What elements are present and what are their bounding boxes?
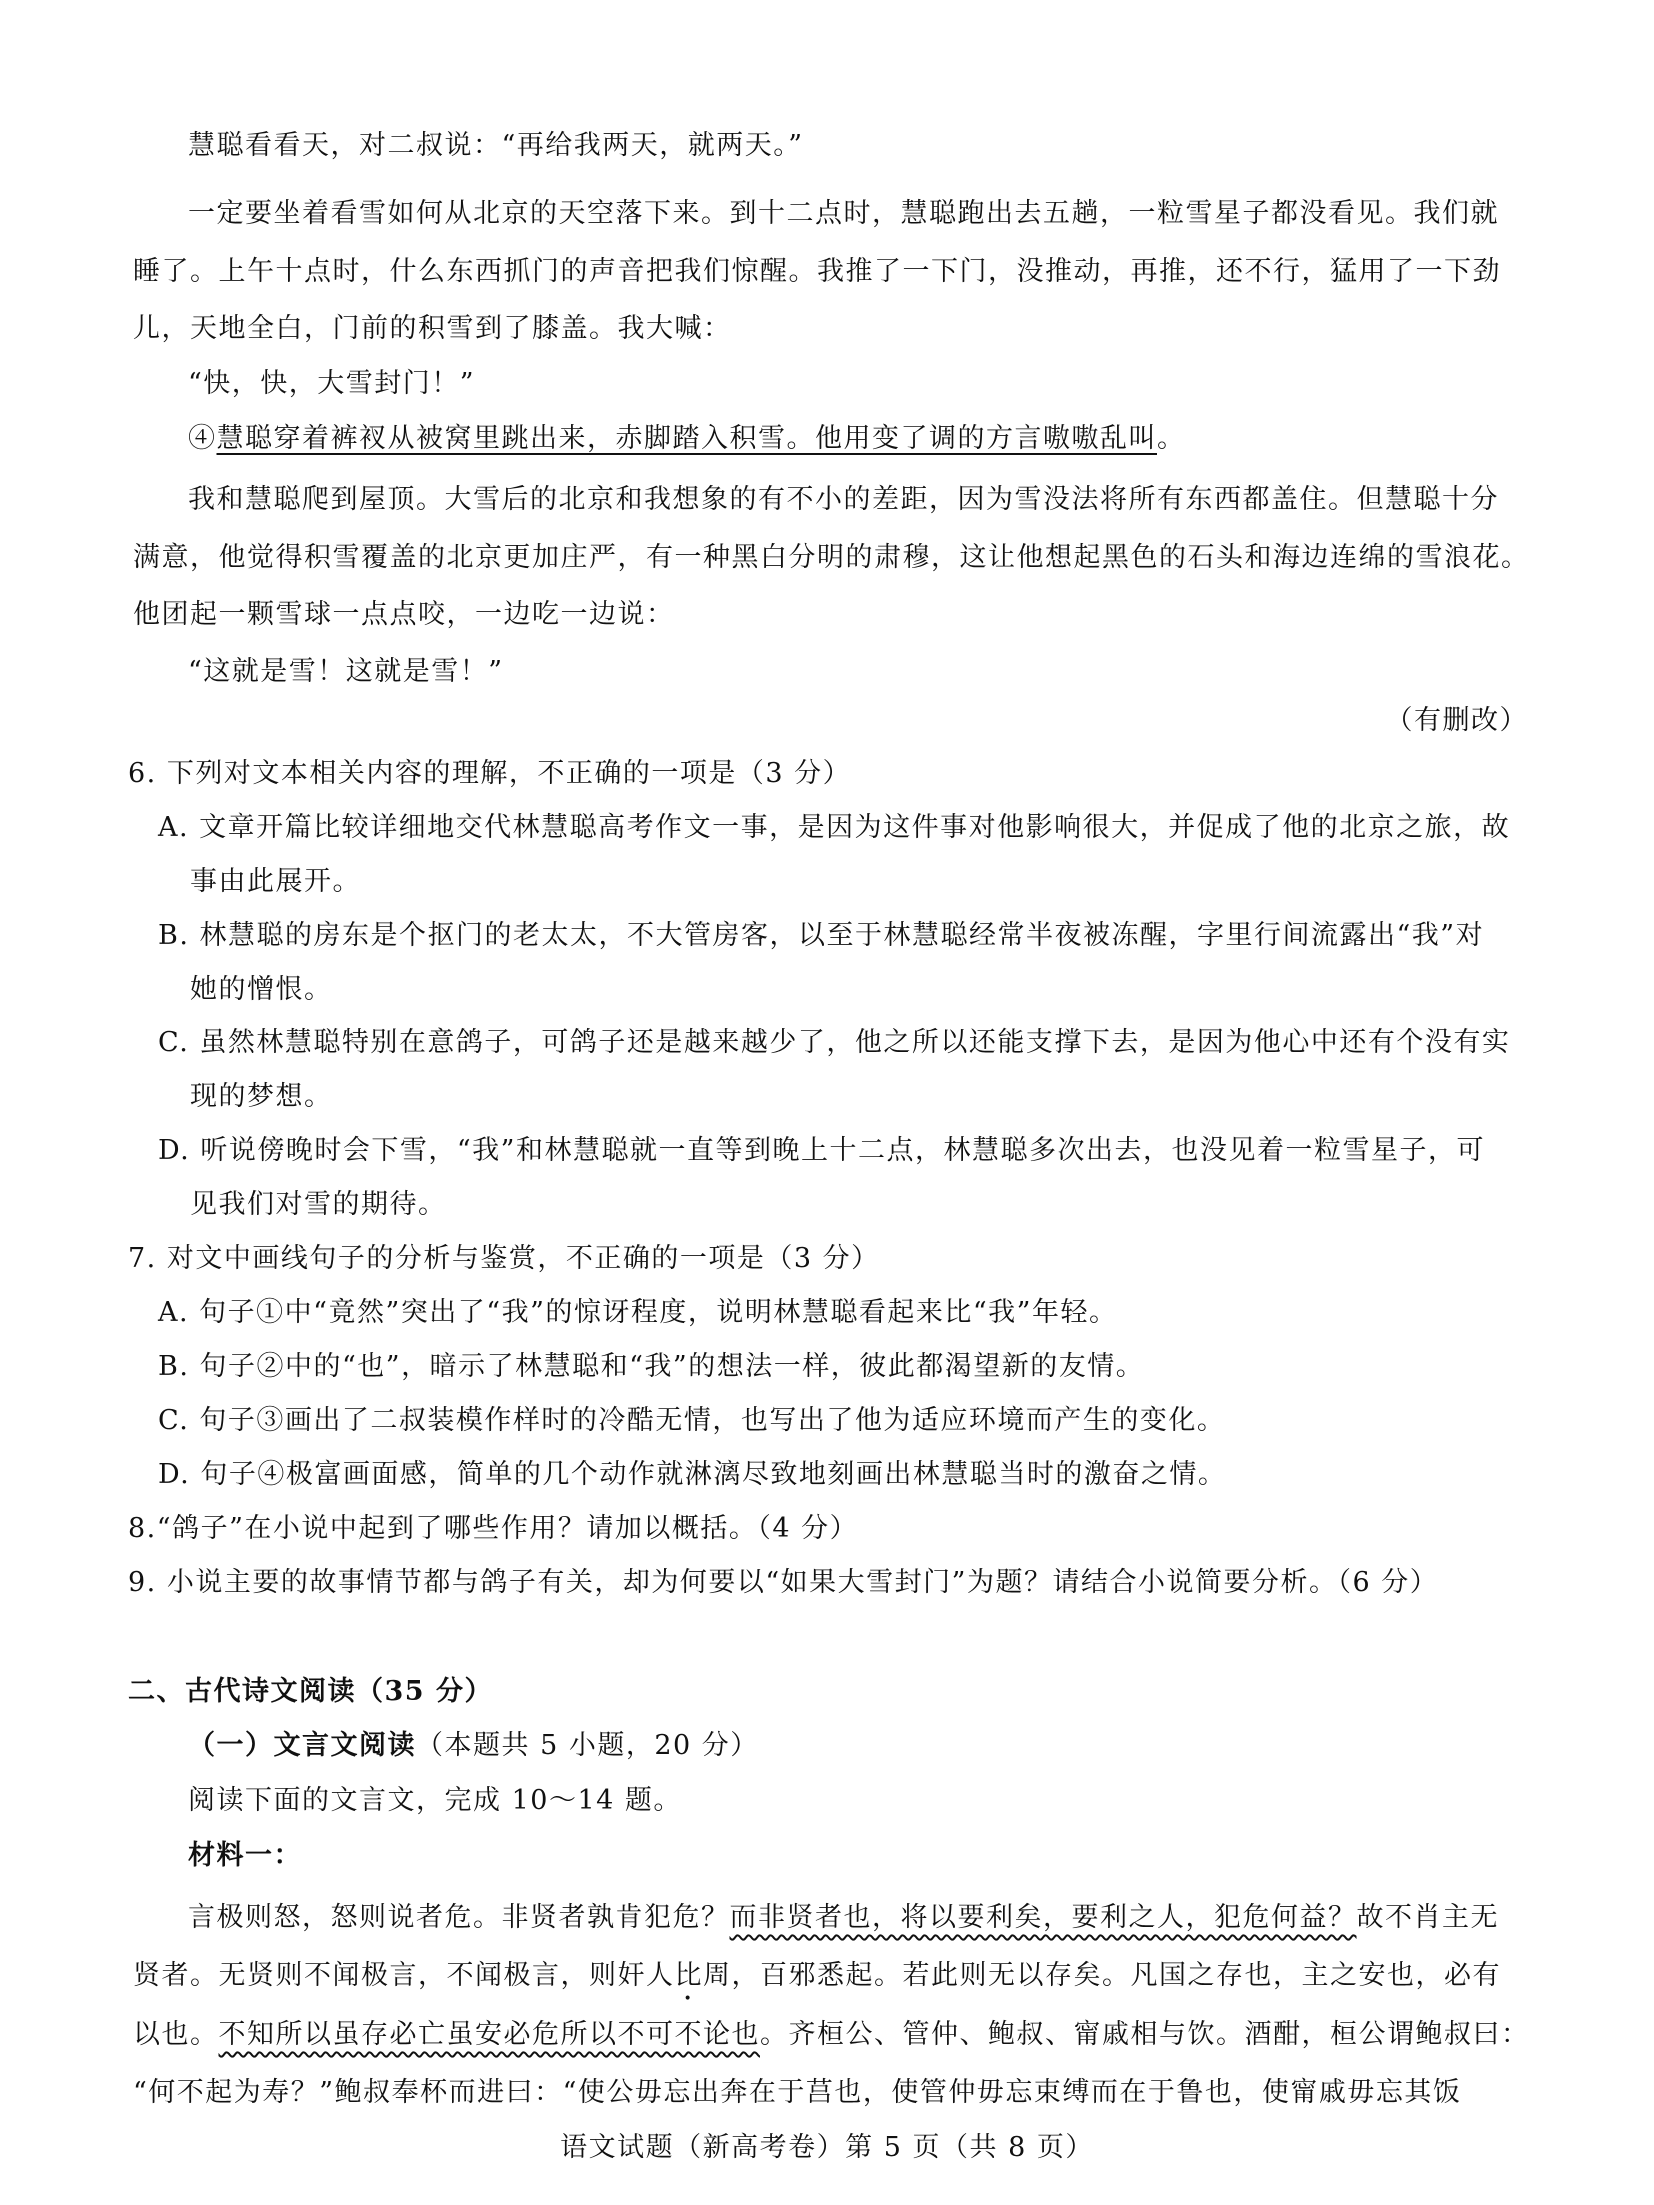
section-heading: 二、古代诗文阅读（35 分） <box>128 1676 493 1707</box>
reading-instruction: 阅读下面的文言文，完成 10～14 题。 <box>188 1785 682 1816</box>
punctuation: 。 <box>1157 423 1186 454</box>
material-label: 材料一： <box>188 1840 302 1871</box>
classical-text-line <box>133 1958 1501 2007</box>
classical-text: 以也。 <box>133 2019 219 2050</box>
story-paragraph: 我和慧聪爬到屋顶。大雪后的北京和我想象的有不小的差距，因为雪没法将所有东西都盖住。但慧聪十分 <box>188 484 1499 515</box>
story-paragraph: 满意，他觉得积雪覆盖的北京更加庄严，有一种黑白分明的肃穆，这让他想起黑色的石头和海边连绵的雪浪花。 <box>133 542 1530 573</box>
option-6c-cont: 现的梦想。 <box>190 1081 333 1112</box>
dotted-character: 比 <box>674 1960 703 1991</box>
option-6a-cont: 事由此展开。 <box>190 866 361 897</box>
story-paragraph: “这就是雪！这就是雪！” <box>188 656 504 687</box>
classical-text: 。齐桓公、管仲、鲍叔、甯戚相与饮。酒酣，桓公谓鲍叔曰： <box>760 2019 1530 2050</box>
option-7b: B. 句子②中的“也”，暗示了林慧聪和“我”的想法一样，彼此都渴望新的友情。 <box>158 1351 1145 1382</box>
question-7: 7. 对文中画线句子的分析与鉴赏，不正确的一项是（3 分） <box>128 1243 880 1274</box>
sentence-number: ④ <box>188 423 217 454</box>
classical-text: 言极则怒，怒则说者危。非贤者孰肯犯危？ <box>188 1902 730 1933</box>
abridged-note: （有删改） <box>1385 705 1528 736</box>
classical-text-line <box>188 1900 1499 1936</box>
classical-text: 周，百邪悉起。若此则无以存矣。凡国之存也，主之安也，必有 <box>703 1960 1501 1991</box>
question-6: 6. 下列对文本相关内容的理解，不正确的一项是（3 分） <box>128 758 852 789</box>
page-footer: 语文试题（新高考卷）第 5 页（共 8 页） <box>560 2132 1094 2163</box>
option-6d-cont: 见我们对雪的期待。 <box>190 1189 447 1220</box>
classical-text-line <box>133 2017 1530 2053</box>
option-6b: B. 林慧聪的房东是个抠门的老太太，不大管房客，以至于林慧聪经常半夜被冻醒，字里行间流露出“我”对 <box>158 920 1485 951</box>
story-paragraph: “快，快，大雪封门！” <box>188 368 476 399</box>
option-6a: A. 文章开篇比较详细地交代林慧聪高考作文一事，是因为这件事对他影响很大，并促成了他的北京之旅，故 <box>158 812 1511 843</box>
option-7c: C. 句子③画出了二叔装模作样时的冷酷无情，也写出了他为适应环境而产生的变化。 <box>158 1405 1226 1436</box>
option-6d: D. 听说傍晚时会下雪，“我”和林慧聪就一直等到晚上十二点，林慧聪多次出去，也没见着一粒雪星子，可 <box>158 1135 1485 1166</box>
wavy-underlined-sentence: 而非贤者也，将以要利矣，要利之人，犯危何益？ <box>729 1902 1357 1933</box>
question-8: 8.“鸽子”在小说中起到了哪些作用？请加以概括。（4 分） <box>128 1513 859 1544</box>
story-paragraph: 他团起一颗雪球一点点咬，一边吃一边说： <box>133 599 675 630</box>
option-6c: C. 虽然林慧聪特别在意鸽子，可鸽子还是越来越少了，他之所以还能支撑下去，是因为他心中还有个没有实 <box>158 1027 1511 1058</box>
story-paragraph: 慧聪看看天，对二叔说：“再给我两天，就两天。” <box>188 130 804 161</box>
subsection-info: （本题共 5 小题，20 分） <box>416 1730 759 1761</box>
option-7a: A. 句子①中“竟然”突出了“我”的惊讶程度，说明林慧聪看起来比“我”年轻。 <box>158 1297 1118 1328</box>
classical-text-line: “何不起为寿？”鲍叔奉杯而进曰：“使公毋忘出奔在于莒也，使管仲毋忘束缚而在于鲁也，使甯戚毋忘其饭 <box>133 2077 1462 2108</box>
story-paragraph: 睡了。上午十点时，什么东西抓门的声音把我们惊醒。我推了一下门，没推动，再推，还不行，猛用了一下劲 <box>133 256 1501 287</box>
underlined-text: 慧聪穿着裤衩从被窝里跳出来，赤脚踏入积雪。他用变了调的方言嗷嗷乱叫 <box>216 423 1157 454</box>
subsection-title: （一）文言文阅读 <box>188 1730 416 1761</box>
question-9: 9. 小说主要的故事情节都与鸽子有关，却为何要以“如果大雪封门”为题？请结合小说简要分析。（6 分） <box>128 1567 1439 1598</box>
classical-text: 故不肖主无 <box>1356 1902 1499 1933</box>
wavy-underlined-sentence: 不知所以虽存必亡虽安必危所以不可不论也 <box>218 2019 760 2050</box>
classical-text: 贤者。无贤则不闻极言，不闻极言，则奸人 <box>133 1960 675 1991</box>
underlined-sentence-4 <box>188 421 1186 457</box>
option-7d: D. 句子④极富画面感，简单的几个动作就淋漓尽致地刻画出林慧聪当时的激奋之情。 <box>158 1459 1227 1490</box>
story-paragraph: 儿，天地全白，门前的积雪到了膝盖。我大喊： <box>133 313 732 344</box>
subsection-heading <box>188 1728 759 1764</box>
story-paragraph: 一定要坐着看雪如何从北京的天空落下来。到十二点时，慧聪跑出去五趟，一粒雪星子都没看见。我们就 <box>188 198 1499 229</box>
option-6b-cont: 她的憎恨。 <box>190 974 333 1005</box>
